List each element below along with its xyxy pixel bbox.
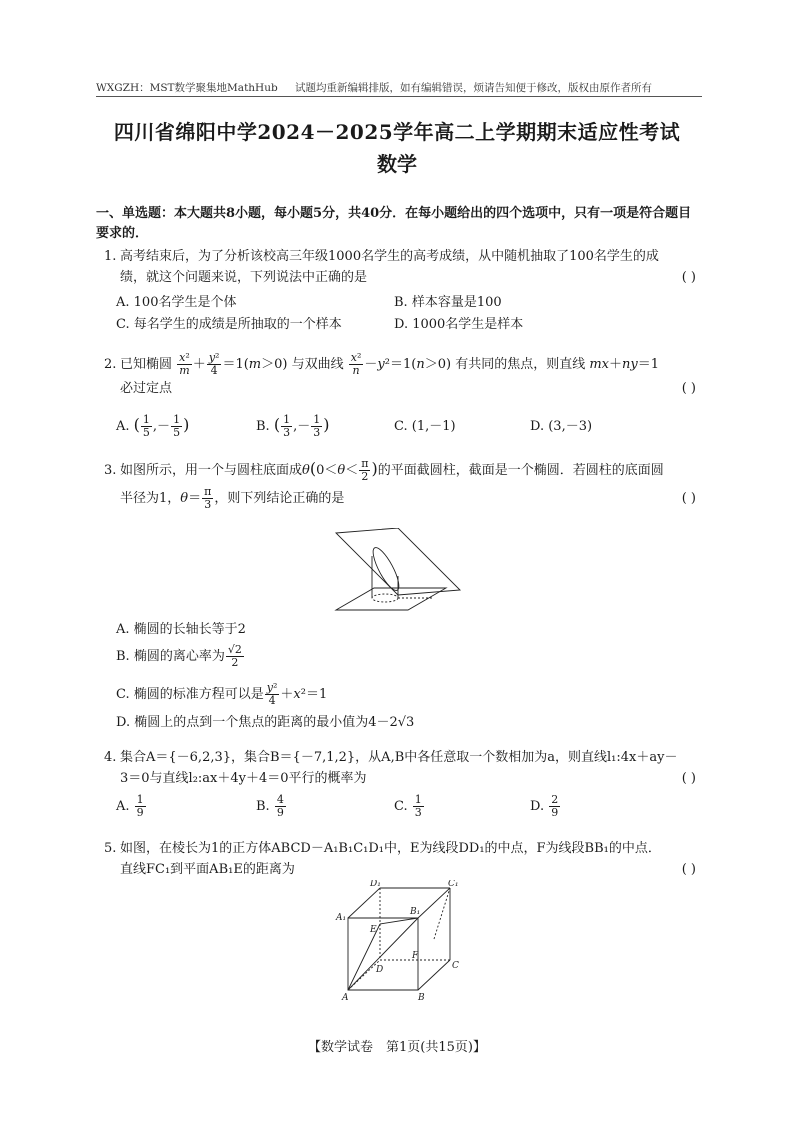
question-5	[104, 838, 696, 880]
question-text: 如图，在棱长为1的正方体ABCD－A₁B₁C₁D₁中，E为线段DD₁的中点，F为线段BB₁的中点．	[120, 841, 661, 856]
answer-blank: ( )	[681, 862, 696, 877]
question-3: 3. 如图所示，用一个与圆柱底面成θ(0＜θ＜ $\frac{\pi}{2}$ )的平面截圆柱，截面是一个椭圆．若圆柱的底面圆 半径为1，θ＝ $\frac{\pi}{3}$ ，则下列结论正确的是 ( )	[104, 456, 696, 514]
question-text: 必过定点	[120, 381, 173, 396]
label-e: E	[370, 925, 377, 935]
segment-ab1	[348, 918, 418, 990]
answer-blank: ( )	[681, 270, 696, 285]
label-f: F	[412, 951, 419, 961]
q4-option-a: A. $\frac{1}{9}$	[116, 793, 144, 819]
section-heading	[96, 204, 702, 244]
question-text: 高考结束后，为了分析该校高三年级1000名学生的高考成绩，从中随机抽取了100名学生的成	[120, 249, 659, 264]
option-letter: B.	[256, 799, 270, 814]
question-text: 集合A＝{－6,2,3}，集合B＝{－7,1,2}，从A,B中各任意取一个数相加为a，则直线l₁:4x＋ay－	[120, 750, 678, 765]
cylinder-base	[372, 594, 398, 602]
label-a: A	[342, 993, 349, 1003]
q2-option-a: A. ( $\frac{1}{5}$ ,－ $\frac{1}{5}$ )	[116, 413, 190, 439]
fraction: $\frac{\text{x²}}{n}$	[350, 351, 362, 377]
q4-option-d: D. $\frac{2}{9}$	[530, 793, 559, 819]
label-a1: A₁	[336, 913, 347, 923]
question-text: 直线FC₁到平面AB₁E的距离为	[120, 862, 295, 877]
cube-figure	[330, 880, 466, 1006]
cylinder-section-figure	[334, 528, 462, 614]
answer-blank: ( )	[681, 491, 696, 506]
segment-eb1	[380, 918, 418, 924]
q2-option-d: D. (3,－3)	[530, 419, 593, 434]
section-heading-line2: 要求的．	[96, 226, 149, 241]
q1-option-c: C. 每名学生的成绩是所抽取的一个样本	[116, 317, 342, 332]
question-4	[104, 747, 696, 789]
fraction: $\frac{\text{y²}}{4}$	[208, 351, 220, 377]
answer-blank: ( )	[681, 771, 696, 786]
q4-option-b: B. $\frac{4}{9}$	[256, 793, 284, 819]
question-text: 半径为1，	[120, 491, 181, 506]
q3-option-c: C. 椭圆的标准方程可以是 $\frac{\text{y²}}{4}$ ＋x²＝1	[116, 681, 328, 707]
header-right: 试题均重新编辑排版，如有编辑错误，烦请告知便于修改，版权由原作者所有	[295, 82, 653, 94]
label-c: C	[452, 961, 459, 971]
option-text: C. 椭圆的标准方程可以是	[116, 687, 264, 702]
q2-option-b: B. ( $\frac{1}{3}$ ,－ $\frac{1}{3}$ )	[256, 413, 330, 439]
fraction: $\frac{\text{x²}}{m}$	[179, 351, 190, 377]
question-number: 5.	[104, 841, 117, 856]
cube-edge	[348, 888, 380, 918]
option-letter: B.	[256, 419, 270, 434]
exam-title: 四川省绵阳中学2024－2025学年高二上学期期末适应性考试	[113, 120, 681, 144]
question-text: 已知椭圆	[120, 357, 173, 372]
q3-option-b: B. 椭圆的离心率为 $\frac{√2}{2}$	[116, 643, 242, 669]
question-number: 3.	[104, 463, 117, 478]
q1-option-d: D. 1000名学生是样本	[394, 317, 524, 332]
header-divider	[96, 96, 702, 97]
question-2: 2. 已知椭圆 $\frac{\text{x²}}{m}$ ＋ $\frac{\text{y²}}{4}$ ＝1(m＞0) 与双曲线 $\frac{\text{x²}}{n}$ －y²＝1(n＞0) 有共同的焦点，则直线 mx＋ny＝1 必过定点 ( )	[104, 352, 696, 399]
question-text: 3＝0与直线l₂:ax＋4y＋4＝0平行的概率为	[120, 771, 367, 786]
answer-blank: ( )	[681, 381, 696, 396]
exam-subject: 数学	[377, 152, 417, 176]
q1-option-a: A. 100名学生是个体	[116, 295, 237, 310]
question-1	[104, 246, 696, 288]
label-d1: D₁	[370, 880, 381, 889]
option-letter: C.	[394, 799, 408, 814]
question-text: 绩，就这个问题来说，下列说法中正确的是	[120, 270, 368, 285]
cube-edge	[418, 960, 450, 990]
question-text: 如图所示，用一个与圆柱底面成	[120, 463, 303, 478]
label-b1: B₁	[410, 907, 421, 917]
q3-option-d: D. 椭圆上的点到一个焦点的距离的最小值为4－2√3	[116, 715, 415, 730]
question-number: 4.	[104, 750, 117, 765]
question-text: 的平面截圆柱，截面是一个椭圆．若圆柱的底面圆	[377, 463, 664, 478]
q4-option-c: C. $\frac{1}{3}$	[394, 793, 422, 819]
question-text: 与双曲线	[291, 357, 344, 372]
label-d: D	[376, 965, 384, 975]
question-text: 有共同的焦点，则直线	[455, 357, 586, 372]
option-letter: A.	[116, 419, 130, 434]
question-number: 2.	[104, 357, 117, 372]
page-header	[96, 80, 702, 95]
section-heading-line1: 一、单选题：本大题共8小题，每小题5分，共40分．在每小题给出的四个选项中，只有一项是符合题目	[96, 206, 692, 221]
question-number: 1.	[104, 249, 117, 264]
label-c1: C₁	[448, 880, 459, 889]
label-b: B	[418, 993, 425, 1003]
question-text: ，则下列结论正确的是	[214, 491, 345, 506]
header-left: WXGZH：MST数学聚集地MathHub	[96, 82, 278, 94]
option-letter: D.	[530, 799, 545, 814]
q1-option-b: B. 样本容量是100	[394, 295, 502, 310]
option-text: B. 椭圆的离心率为	[116, 649, 225, 664]
q2-option-c: C. (1,－1)	[394, 419, 456, 434]
page-footer: 【数学试卷 第1页(共15页)】	[308, 1040, 486, 1055]
q3-option-a: A. 椭圆的长轴长等于2	[116, 622, 246, 637]
base-plane	[336, 588, 446, 610]
option-letter: A.	[116, 799, 130, 814]
